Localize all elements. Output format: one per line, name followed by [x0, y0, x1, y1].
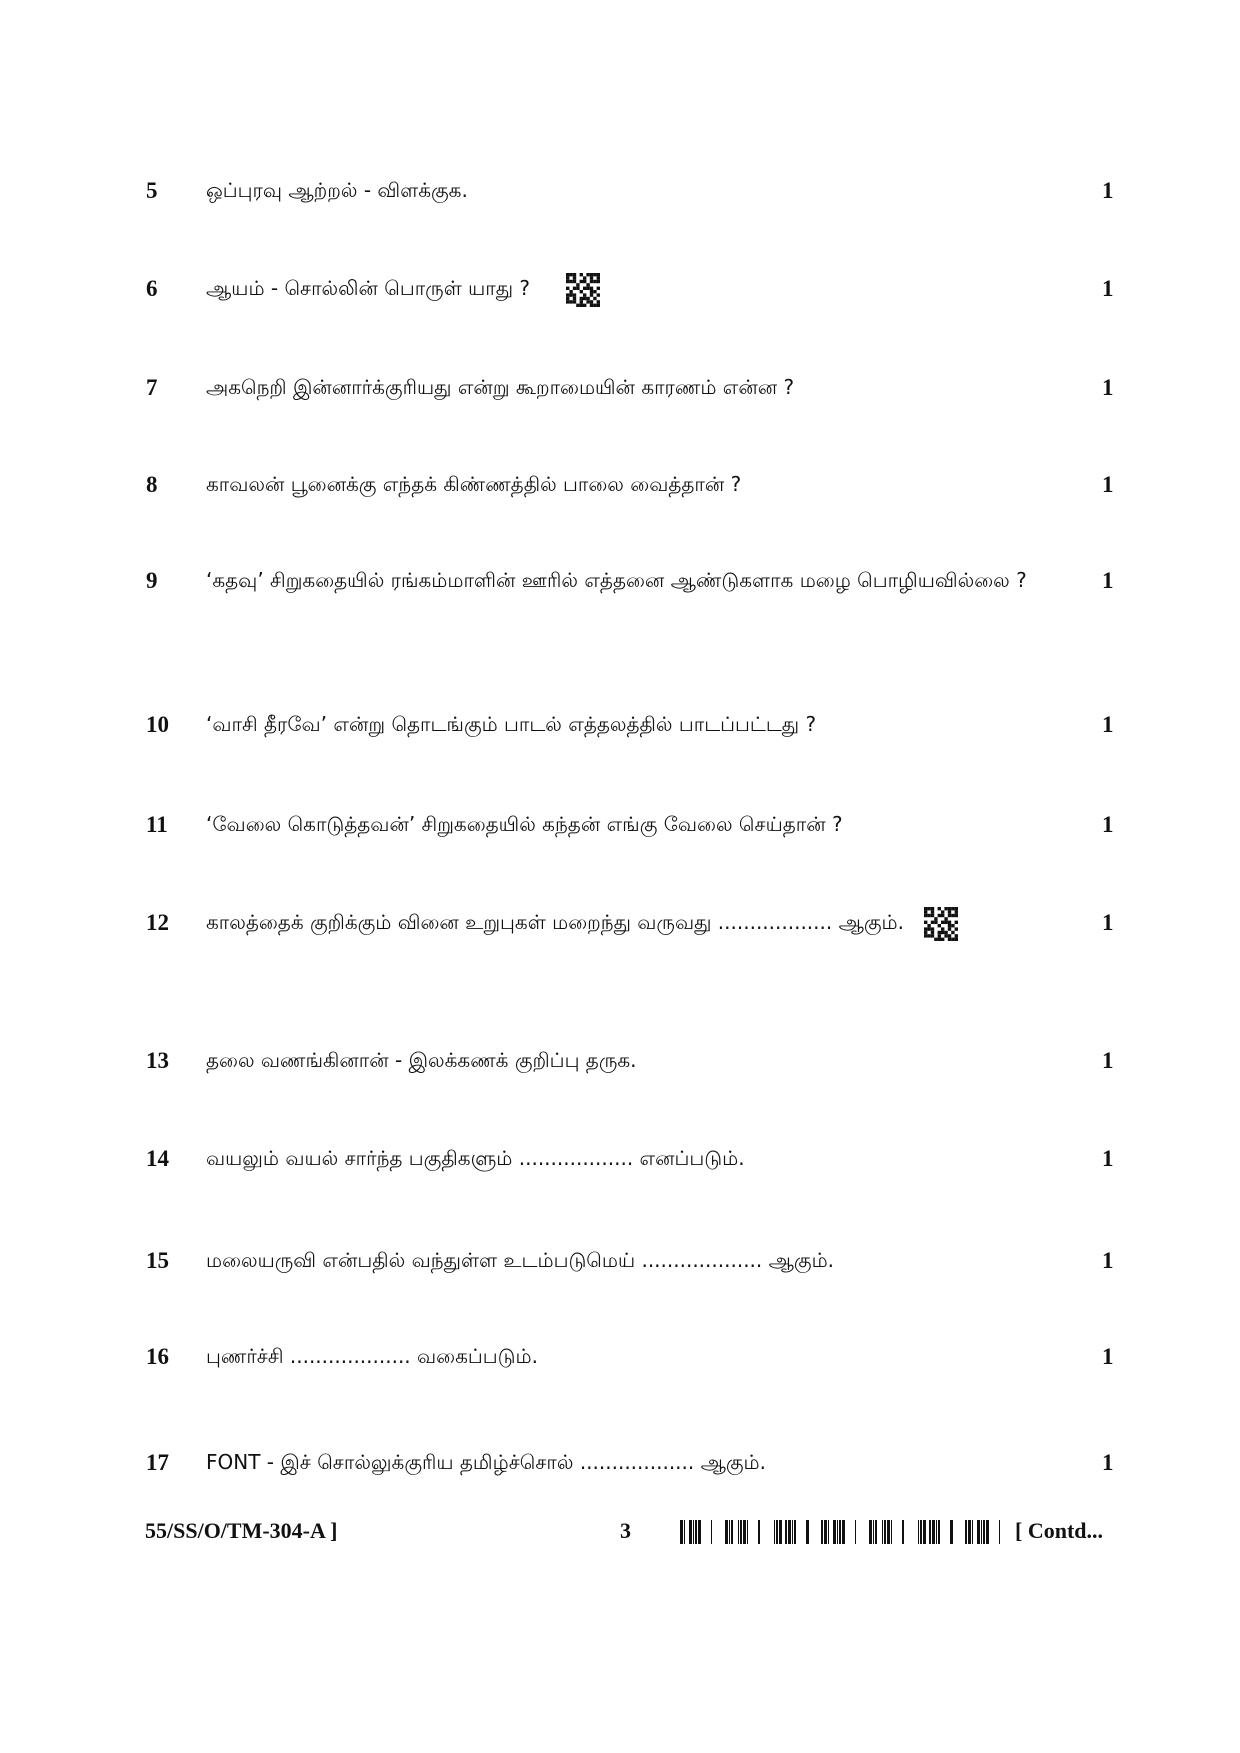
question-mark: 1 — [1102, 1146, 1114, 1171]
question-text — [206, 558, 1086, 602]
question-number: 9 — [146, 568, 158, 593]
question-number: 11 — [146, 812, 168, 837]
question-text — [206, 462, 1086, 506]
question-text — [206, 168, 1086, 212]
question-mark: 1 — [1102, 1344, 1114, 1369]
question-mark: 1 — [1102, 568, 1114, 593]
question-text — [206, 1334, 1086, 1378]
question-text-content: தலை வணங்கினான் - இலக்கணக் குறிப்பு தருக. — [206, 1048, 637, 1072]
question-number: 12 — [146, 910, 169, 935]
question-text — [206, 1440, 1086, 1484]
page-footer — [0, 1518, 1240, 1558]
page-number: 3 — [620, 1518, 631, 1543]
question-number: 10 — [146, 712, 169, 737]
question-text-content: ‘வேலை கொடுத்தவன்’ சிறுகதையில் கந்தன் எங்கு வேலை செய்தான் ? — [206, 812, 843, 836]
question-text-content: வயலும் வயல் சார்ந்த பகுதிகளும் .................. எனப்படும். — [206, 1146, 745, 1170]
question-mark: 1 — [1102, 1248, 1114, 1273]
question-mark: 1 — [1102, 276, 1114, 301]
question-mark: 1 — [1102, 375, 1114, 400]
question-text-content: ஒப்புரவு ஆற்றல் - விளக்குக. — [206, 178, 468, 202]
question-text-content: ஆயம் - சொல்லின் பொருள் யாது ? — [206, 276, 531, 300]
question-text — [206, 802, 1086, 846]
question-mark: 1 — [1102, 712, 1114, 737]
question-text-content: காலத்தைக் குறிக்கும் வினை உறுபுகள் மறைந்து வருவது .................. ஆகும். — [206, 910, 904, 934]
question-mark: 1 — [1102, 1450, 1114, 1475]
question-number: 16 — [146, 1344, 169, 1369]
question-number: 8 — [146, 472, 158, 497]
question-text-content: ‘கதவு’ சிறுகதையில் ரங்கம்மாளின் ஊரில் எத்தனை ஆண்டுகளாக மழை பொழியவில்லை ? — [206, 568, 1027, 592]
question-text — [206, 1136, 1086, 1180]
question-text-content: மலையருவி என்பதில் வந்துள்ள உடம்படுமெய் ................... ஆகும். — [206, 1248, 835, 1272]
continued-label: [ Contd... — [1015, 1518, 1104, 1543]
question-text-content: FONT - இச் சொல்லுக்குரிய தமிழ்ச்சொல் .................. ஆகும். — [206, 1450, 767, 1474]
question-text — [206, 1038, 1086, 1082]
question-mark: 1 — [1102, 178, 1114, 203]
question-number: 14 — [146, 1146, 169, 1171]
barcode-icon — [680, 1520, 1010, 1544]
question-mark: 1 — [1102, 812, 1114, 837]
question-mark: 1 — [1102, 910, 1114, 935]
question-text-content: புணர்ச்சி ................... வகைப்படும். — [206, 1344, 538, 1368]
question-text — [206, 702, 1086, 746]
question-number: 17 — [146, 1450, 169, 1475]
qr-code-icon — [924, 906, 958, 942]
question-text — [206, 365, 1086, 409]
question-number: 15 — [146, 1248, 169, 1273]
question-text — [206, 1238, 1086, 1282]
question-number: 7 — [146, 375, 158, 400]
question-mark: 1 — [1102, 472, 1114, 497]
question-number: 13 — [146, 1048, 169, 1073]
question-mark: 1 — [1102, 1048, 1114, 1073]
question-text — [206, 266, 1086, 310]
question-text-content: ‘வாசி தீரவே’ என்று தொடங்கும் பாடல் எத்தலத்தில் பாடப்பட்டது ? — [206, 712, 817, 736]
paper-code: 55/SS/O/TM-304-A ] — [145, 1518, 338, 1543]
question-text — [206, 900, 1086, 944]
question-number: 6 — [146, 276, 158, 301]
qr-code-icon — [566, 272, 600, 308]
question-text-content: காவலன் பூனைக்கு எந்தக் கிண்ணத்தில் பாலை வைத்தான் ? — [206, 472, 742, 496]
question-number: 5 — [146, 178, 158, 203]
question-text-content: அகநெறி இன்னார்க்குரியது என்று கூறாமையின் காரணம் என்ன ? — [206, 375, 795, 399]
